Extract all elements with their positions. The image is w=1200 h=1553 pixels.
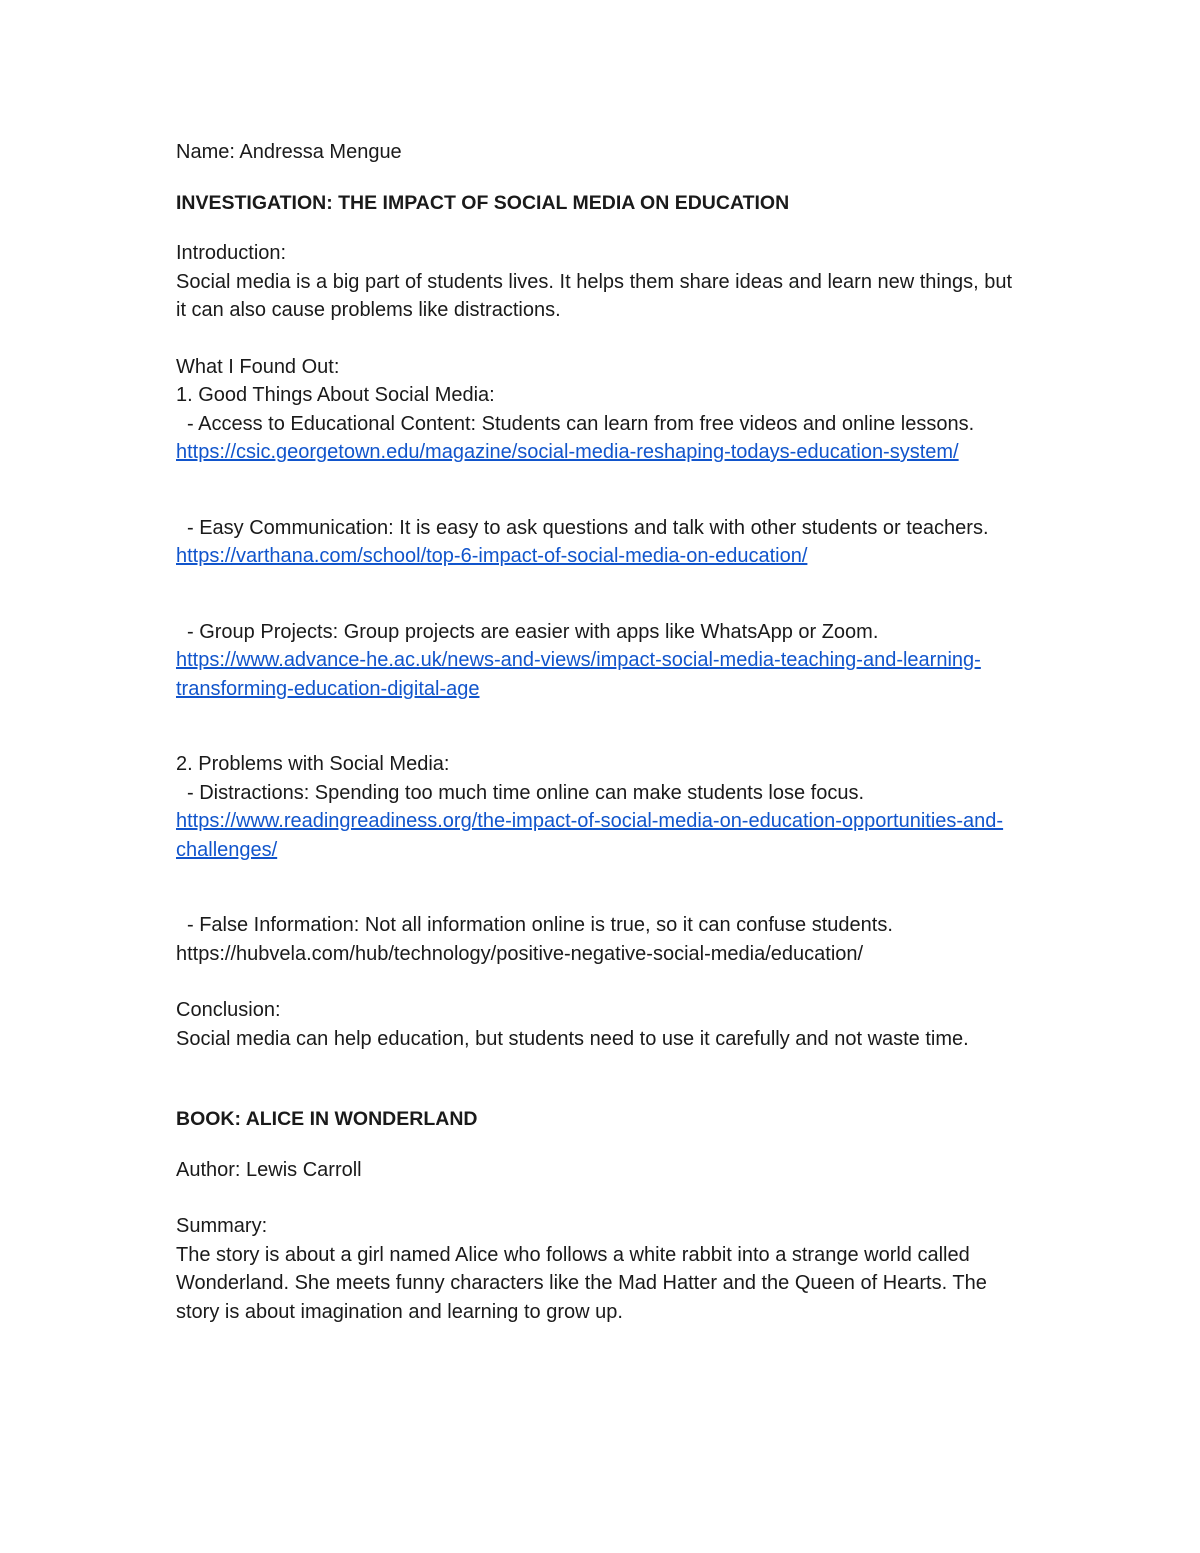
- investigation-title: INVESTIGATION: THE IMPACT OF SOCIAL MEDIA ON EDUCATION: [176, 191, 790, 214]
- introduction-label: Introduction:: [176, 242, 287, 264]
- summary-label: Summary:: [176, 1215, 268, 1237]
- good-item-text: - Easy Communication: It is easy to ask questions and talk with other students or teachers.: [187, 516, 989, 539]
- good-item-text: - Group Projects: Group projects are easier with apps like WhatsApp or Zoom.: [187, 620, 879, 643]
- book-author: Author: Lewis Carroll: [176, 1158, 362, 1181]
- problem-item-text: - False Information: Not all information online is true, so it can confuse students.: [187, 914, 893, 936]
- good-things-heading: 1. Good Things About Social Media:: [176, 384, 495, 406]
- name-line: Name: Andressa Mengue: [176, 141, 402, 163]
- book-title: BOOK: ALICE IN WONDERLAND: [176, 1108, 478, 1130]
- good-item-text: - Access to Educational Content: Students can learn from free videos and online lessons.: [187, 412, 975, 435]
- good-item-group-projects: [176, 618, 1016, 704]
- problems-heading: 2. Problems with Social Media:: [176, 753, 450, 775]
- introduction-text: Social media is a big part of students lives. It helps them share ideas and learn new things, but it can also cause problems like distractions.: [176, 270, 1013, 321]
- source-link[interactable]: https://www.readingreadiness.org/the-impact-of-social-media-on-education-opportunities-and-challenges/: [176, 810, 1004, 861]
- problem-item-distractions: [176, 779, 1016, 865]
- conclusion-text: Social media can help education, but students need to use it carefully and not waste time.: [176, 1027, 969, 1050]
- summary-text: The story is about a girl named Alice who follows a white rabbit into a strange world called Wonderland. She meets funny characters like the Mad Hatter and the Queen of Hearts. The story is about imagination and learning to grow up.: [176, 1243, 987, 1323]
- source-link[interactable]: https://varthana.com/school/top-6-impact-of-social-media-on-education/: [176, 545, 808, 567]
- findings-label: What I Found Out:: [176, 355, 340, 378]
- source-url-text: https://hubvela.com/hub/technology/positive-negative-social-media/education/: [176, 942, 864, 965]
- good-item-educational-content: [176, 410, 1016, 467]
- source-link[interactable]: https://csic.georgetown.edu/magazine/social-media-reshaping-todays-education-system/: [176, 441, 959, 463]
- conclusion-label: Conclusion:: [176, 999, 281, 1021]
- good-item-easy-communication: [176, 514, 1016, 571]
- document-body: [176, 138, 1016, 1326]
- problem-item-text: - Distractions: Spending too much time online can make students lose focus.: [187, 781, 865, 804]
- source-link[interactable]: https://www.advance-he.ac.uk/news-and-views/impact-social-media-teaching-and-learning-transforming-education-digital-age: [176, 649, 981, 700]
- problem-item-false-information: [176, 911, 1016, 968]
